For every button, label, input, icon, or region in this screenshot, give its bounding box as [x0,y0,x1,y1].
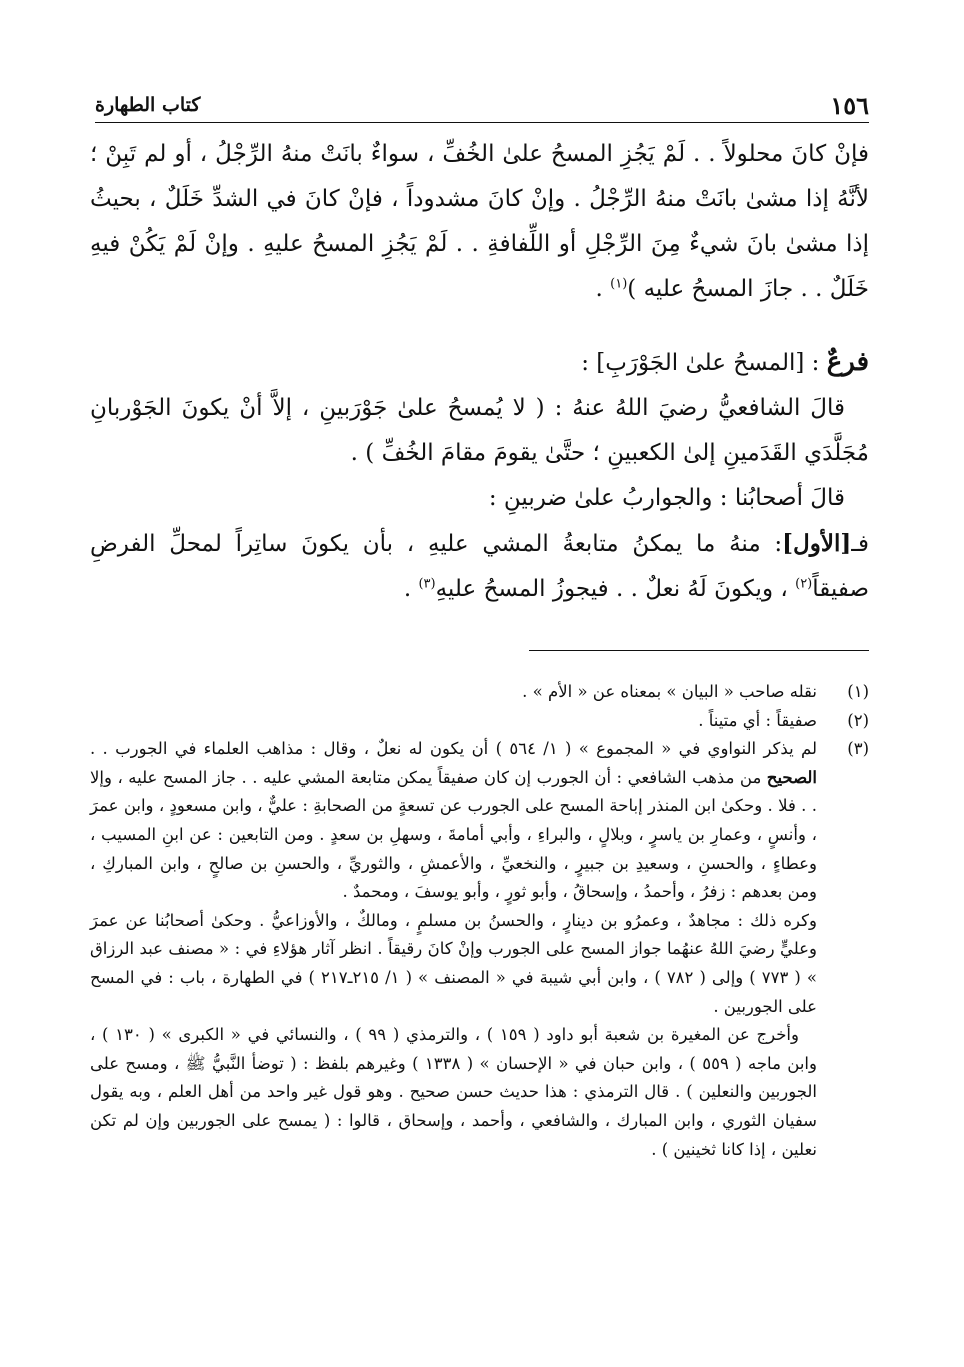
page-number: ١٥٦ [830,90,869,120]
footnotes [90,678,869,1164]
footnote-3-paragraph-2: وكره ذلك : مجاهدٌ ، وعمرُو بن دينارٍ ، والحسنُ بن مسلمٍ ، ومالكٌ ، والأوزاعيُّ . وحكىٰ أصحابُنا عن عمرَ وعليٍّ رضيَ اللهُ عنهُما جواز المسح على الجورب وإنْ كانَ رقيقاً . انظر آثار هؤلاءِ في : « مصنف عبد الرزاق » ( ٧٧٣ ) وإلى ( ٧٨٢ ) ، وابن أبي شيبة في « المصنف » ( ١/ ٢١٥ـ٢١٧ ) في الطهارة ، باب : في المسح على الجوربين . [90,910,817,1016]
footnote-text: صفيقاً : أي متيناً . [698,710,817,730]
paragraph-1-text: فإنْ كانَ محلولاً . . لَمْ يَجُزِ المسحُ علىٰ الخُفِّ ، سواءٌ بانَتْ منهُ الرِّجْلُ ، أو لم تَبِنْ ؛ لأنَّهُ إذا مشىٰ بانَتْ منهُ الرِّجْلُ . وإنْ كانَ مشدوداً ، فإنْ كانَ في الشدِّ خَلَلٌ ، بحيثُ إذا مشىٰ بانَ شيءٌ مِنَ الرِّجْلِ أو اللِّفافةِ . . لَمْ يَجُزِ المسحُ عليهِ . وإنْ لَمْ يَكُنْ فيهِ خَلَلٌ . . جازَ المسحُ عليه ) [90,141,869,302]
paragraph-4-end: . [403,576,419,602]
paragraph-4-prefix: فـ [851,531,869,557]
footnote-2 [90,707,869,736]
main-text [90,132,869,612]
footnote-ref-1: (١) [610,276,628,292]
footnote-1 [90,678,869,707]
footnote-3-bold-term: الصحيح [766,767,817,787]
paragraph-4-text-a: : منهُ ما يمكنُ متابعةُ المشي عليهِ ، بأن يكونَ ساتِراً لمحلِّ الفرضِ صفيقاً [90,531,869,602]
footnote-3-text-post: من مذهب الشافعي : أن الجورب إن كان صفيقاً يمكن متابعة المشي عليه . . جاز المسح عليه ، وإلا . . فلا . وحكىٰ ابن المنذر إباحة المسح على الجورب عن تسعةٍ من الصحابةِ : عليٌّ ، وابن مسعودٍ ، وابن عمرَ ، وأنسٍ ، وعمارِ بن ياسرٍ ، وبلالٍ ، والبراءِ ، وأبي أمامةَ ، وسهلِ بن سعدٍ . ومن التابعين : عن ابنِ المسيب ، وعطاءٍ ، والحسنِ ، وسعيدِ بن جبيرٍ ، والنخعيِّ ، والأعمشِ ، والثوريِّ ، والحسنِ بن صالحٍ ، وابن المباركِ ، ومن بعدهم : زفرُ ، وأحمدُ ، وإسحاقُ ، وأبو ثورٍ ، وأبو يوسفَ ، ومحمدٌ . [90,767,817,902]
footnote-3 [90,735,869,1164]
footnote-3-text-pre: لم يذكر النواوي في « المجموع » ( ١/ ٥٦٤ ) أن يكون له نعلٌ ، وقال : مذاهب العلماء في الجورب . . [90,739,817,759]
footnote-number: (١) [847,682,869,701]
paragraph-2: قالَ الشافعيُّ رضيَ اللهُ عنهُ : ( لا يُمسحُ علىٰ جَوْرَبينِ ، إلاَّ أنْ يكونَ الجَوْربانِ مُجَلَّدَي القَدَمينِ إلىٰ الكعبينِ ؛ حتَّىٰ يقومَ مقامَ الخُفِّ ) . [90,395,869,466]
paragraph-4 [90,521,869,612]
section-title: : [المسحُ علىٰ الجَوْرَبِ] : [581,350,827,376]
paragraph-3: قالَ أصحابُنا : والجواربُ علىٰ ضربينِ : [488,485,845,511]
footnote-number: (٣) [847,739,869,759]
footnote-ref-3: (٣) [418,576,436,592]
paragraph-4-label: [الأول] [782,530,852,557]
footnote-number: (٢) [847,710,869,730]
section-heading [90,340,869,386]
paragraph-1 [90,132,869,312]
paragraph-1-end: . [595,276,611,302]
page-header [95,88,869,123]
footnote-ref-2: (٢) [795,576,813,592]
footnote-3-paragraph-3: وأخرج عن المغيرة بن شعبة أبو داود ( ١٥٩ ) ، والترمذي ( ٩٩ ) ، والنسائي في « الكبرى » ( ١٣٠ ) ، وابن ماجه ( ٥٥٩ ) ، وابن حبان في « الإحسان » ( ١٣٣٨ ) وغيرهم بلفظ : ( توضأ النَّبيُّ ﷺ ، ومسح على الجوربين والنعلين ) . قال الترمذي : هذا حديث حسن صحيح . وهو قول غير واحد من أهل العلم ، وبه يقول سفيان الثوري ، وابن المبارك ، والشافعي ، وأحمد ، وإسحاق ، قالوا : ( يمسح على الجوربين وإن لم تكن نعلين ، إذا كانا ثخينين ) . [90,1025,817,1159]
section-lead: فرعٌ [826,347,869,377]
footnote-text [90,735,817,1164]
footnote-divider [529,650,869,651]
paragraph-4-text-b: ، ويكونَ لَهُ نعلٌ . . فيجوزُ المسحُ عليهِ [435,576,796,602]
footnote-3-paragraph-1 [90,735,817,907]
footnote-text: نقله صاحب « البيان » بمعناه عن « الأم » . [522,682,817,701]
running-title: كتاب الطهارة [95,94,201,116]
